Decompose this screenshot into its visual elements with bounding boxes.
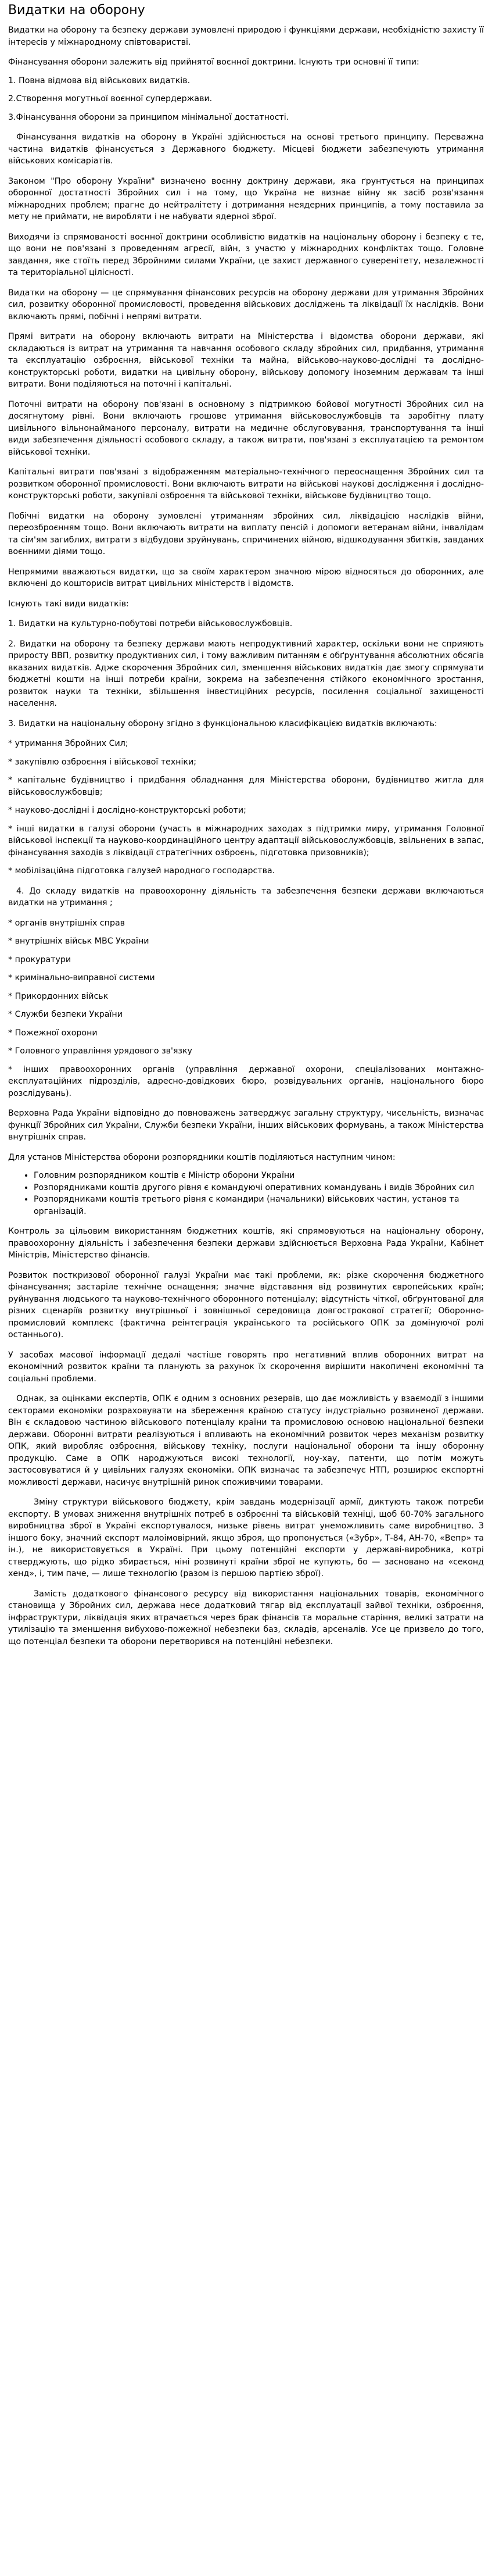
paragraph: Видатки на оборону та безпеку держави зумовлені природою і функціями держави, необхідністю захисту її інтересів у міжнародному співтоваристві. (8, 26, 484, 47)
list-item: * прокуратури (8, 955, 71, 964)
paragraph: Поточні витрати на оборону пов'язані в основному з підтримкою бойової могутності Збройних сил на досягнутому рівні. Вони включають грошове утримання військовослужбовців та заробітну плату цивільного вільнонайманого персоналу, витрати на медичне обслуговування, транспортування та інші види забезпечення діяльності особового складу, а також витрати, пов'язані з експлуатацією та ремонтом військової техніки. (8, 399, 484, 457)
paragraph: Розвиток посткризової оборонної галузі України має такі проблеми, як: різке скорочення бюджетного фінансування; застаріле технічне оснащення; значне відставання від розвинутих європейських країн; руйнування людського та науково-технічного оборонного потенціалу; відсутність чіткої, обґрунтованої для різних сценаріїв розвитку внутрішньої і зовнішньої середовища довгострокової стратегії; Оборонно-промисловий комплекс (фактична реінтеграція українського та російського ОПК за домінуючої ролі останнього). (8, 1270, 484, 1339)
paragraph: Для установ Міністерства оборони розпорядники коштів поділяються наступним чином: (8, 1152, 396, 1162)
paragraph: 1. Видатки на культурно-побутові потреби військовослужбовців. (8, 619, 293, 628)
paragraph: Законом "Про оборону України" визначено воєнну доктрину держави, яка ґрунтується на принципах оборонної достатності Збройних сил і на тому, що Україна не визнає війну як засіб розв'язання міжнародних проблем; прагне до нейтралітету і дотримання неядерних принципів, а тому поставила за мету не приймати, не виробляти і не набувати ядерної зброї. (8, 176, 484, 221)
list-item: * утримання Збройних Сил; (8, 739, 128, 748)
paragraph: Верховна Рада України відповідно до повноважень затверджує загальну структуру, чисельність, визначає функції Збройних сил України, Служби безпеки України, інших військових формувань, а також Міністерства внутрішніх справ. (8, 1109, 484, 1142)
list-item: * Служби безпеки України (8, 1010, 123, 1019)
paragraph: 4. До складу видатків на правоохоронну діяльність та забезпечення безпеки держави включаються видатки на утримання ; (8, 886, 484, 908)
list-item: • Розпорядниками коштів третього рівня є командири (начальники) військових частин, установ та організацій. (34, 1194, 484, 1217)
paragraph: Непрямими вважаються видатки, що за своїм характером значною мірою відносяться до оборонних, але включені до кошторисів витрат цивільних міністерств і відомств. (8, 567, 484, 588)
paragraph: Фінансування оборони залежить від прийнятої воєнної доктрини. Існують три основні її типи: (8, 58, 419, 67)
paragraph: Існують такі види видатків: (8, 599, 129, 609)
list-item: * Прикордонних військ (8, 991, 109, 1001)
paragraph: Замість додаткового фінансового ресурсу від використання національних товарів, економічного становища у Збройних сил, держава несе додатковий тягар від експлуатації зайвої техніки, озброєння, інфраструктури, ліквідація яких втрачається через брак фінансів та моральне старіння, великі затрати на утилізацію та зменшення вибухово-пожежної небезпеки баз, складів, арсеналів. Усе це призвело до того, що потенціал безпеки та оборони перетворився на потенційні небезпеки. (8, 1589, 484, 1646)
paragraph: Побічні видатки на оборону зумовлені утриманням збройних сил, ліквідацією наслідків війни, переозброєнням тощо. Вони включають витрати на виплату пенсій і допомоги ветеранам війни, інвалідам та сім'ям загиблих, витрати з відбудови зруйнувань, спричинених війною, відшкодування збитків, завданих воєнними діями тощо. (8, 511, 484, 556)
paragraph: 1. Повна відмова від військових видатків. (8, 76, 191, 85)
paragraph: Видатки на оборону — це спрямування фінансових ресурсів на оборону держави для утримання Збройних сил, розвитку оборонної промисловості, проведення військових досліджень та ліквідації їх наслідків. Вони включають прямі, побічні і непрямі витрати. (8, 288, 484, 321)
list-item: * науково-дослідні і дослідно-конструкторські роботи; (8, 806, 246, 815)
article (0, 2, 492, 1648)
list-item: * мобілізаційна підготовка галузей народного господарства. (8, 866, 275, 876)
paragraph: 3. Видатки на національну оборону згідно з функціональною класифікацією видатків включають: (8, 719, 437, 728)
list-item: * інших правоохоронних органів (управління державної охорони, спеціалізованих монтажно-експлуатаційних підрозділів, адресно-довідкових бюро, розвідувальних органів, національного бюро розслідувань). (8, 1064, 484, 1098)
paragraph: Контроль за цільовим використанням бюджетних коштів, які спрямовуються на національну оборону, правоохоронну діяльність і забезпечення безпеки держави здійснюється Верховна Рада України, Кабінет Міністрів, Міністерство фінансів. (8, 1227, 484, 1260)
list-item: * закупівлю озброєння і військової техніки; (8, 757, 197, 767)
paragraph: Виходячи із спрямованості воєнної доктрини особливістю видатків на національну оборону і безпеку є те, що вони не пов'язані з проведенням агресії, війн, з участю у міжнародних конфліктах тощо. Головне завдання, яке стоїть перед Збройними силами України, це захист державного суверенітету, незалежності та територіальної цілісності. (8, 232, 484, 277)
paragraph: 2.Створення могутньої воєнної супердержави. (8, 94, 213, 103)
paragraph: Прямі витрати на оборону включають витрати на Міністерства і відомства оборони держави, які складаються із витрат на утримання та навчання особового складу збройних сил, придбання, утримання та експлуатацію озброєння, військової техніки та майна, військово-науково-дослідні та дослідно-конструкторські роботи, видатки на цивільну оборону, військову допомогу іноземним державам та інші витрати. Вони поділяються на поточні і капітальні. (8, 332, 484, 389)
paragraph: 3.Фінансування оборони за принципом мінімальної достатності. (8, 112, 289, 122)
list-item: * внутрішніх військ МВС України (8, 937, 149, 946)
article-body-top (8, 24, 484, 1163)
list-item: * Головного управління урядового зв'язку (8, 1046, 192, 1056)
list-item: • Головним розпорядником коштів є Міністр оборони України (34, 1170, 484, 1182)
page-title: Видатки на оборону (8, 3, 145, 17)
article-body-bottom (8, 1226, 484, 1648)
list-item: * органів внутрішніх справ (8, 918, 125, 928)
fund-managers-list (8, 1170, 484, 1217)
paragraph: Однак, за оцінками експертів, ОПК є одним з основних резервів, що дає можливість у взаємодії з іншими секторами економіки розраховувати на збереження країною статусу індустріально розвиненої держави. Він є складовою частиною військового потенціалу країни та промисловою основою національної безпеки держави. Оборонні витрати реалізуються і впливають на економічний розвиток через механізм розвитку ОПК, який виробляє озброєння, військову техніку, послуги національної оборони та іншу оборонну продукцію. Саме в ОПК народжуються високі технології, ноу-хау, патенти, що потім можуть застосовуватися й у цивільних галузях економіки. ОПК визначає та забезпечує НТП, розширює експортні можливості держави, насичує внутрішній ринок споживчими товарами. (8, 1394, 484, 1487)
paragraph: Фінансування видатків на оборону в Україні здійснюється на основі третього принципу. Переважна частина видатків фінансується з Державного бюджету. Місцеві бюджети забезпечують утримання військових комісаріатів. (8, 133, 484, 166)
list-item: * кримінально-виправної системи (8, 973, 155, 982)
list-item: * інші видатки в галузі оборони (участь в міжнародних заходах з підтримки миру, утримання Головної військової інспекції та науково-координаційного центру адаптації військовослужбовців, звільнених в запас, фінансування заходів з ліквідації стратегічних озброєнь, підготовка призовників); (8, 824, 484, 858)
list-item: • Розпорядниками коштів другого рівня є командуючі оперативних командувань і видів Збройних сил (34, 1182, 484, 1194)
paragraph: Капітальні витрати пов'язані з відображенням матеріально-технічного переоснащення Збройних сил та розвитком оборонної промисловості. Вони включають витрати на військові наукові дослідження і дослідно-конструкторські роботи, закупівлі озброєння та військової техніки, військове будівництво тощо. (8, 467, 484, 501)
paragraph: 2. Видатки на оборону та безпеку держави мають непродуктивний характер, оскільки вони не сприяють приросту ВВП, розвитку продуктивних сил, і тому важливим питанням є обґрунтування абсолютних обсягів вказаних видатків. Адже скорочення Збройних сил, зменшення військових видатків дає змогу спрямувати бюджетні кошти на інші потреби країни, зокрема на забезпечення стійкого економічного зростання, розвиток науки та техніки, збільшення інвестиційних ресурсів, посилення соціальної захищеності населення. (8, 639, 484, 708)
paragraph: Зміну структури військового бюджету, крім завдань модернізації армії, диктують також потреби експорту. В умовах зниження внутрішніх потреб в озброєнні та військовій техніці, щоб 60-70% загального виробництва зброї в Україні експортувалося, низьке рівень витрат унеможливить саме виробництво. З іншого боку, значний експорт малоімовірний, якщо зброя, що пропонується («Зубр», Т-84, АН-70, «Вепр» та ін.), не використовується в Україні. При цьому потенційні експорти у державі-виробника, котрі стверджують, що рідко збирається, ніні розвинуті країни зброї не купують, бо — засновано на «секонд хенд», і, тим паче, — лише технологію (разом із першою партією зброї). (8, 1498, 484, 1578)
list-item: * капітальне будівництво і придбання обладнання для Міністерства оборони, будівництво житла для військовослужбовців; (8, 776, 484, 797)
paragraph: У засобах масової інформації дедалі частіше говорять про негативний вплив оборонних витрат на економічний розвиток країни та планують за рахунок їх скорочення вирішити накопичені економічні та соціальні проблеми. (8, 1350, 484, 1384)
list-item: * Пожежної охорони (8, 1028, 98, 1038)
